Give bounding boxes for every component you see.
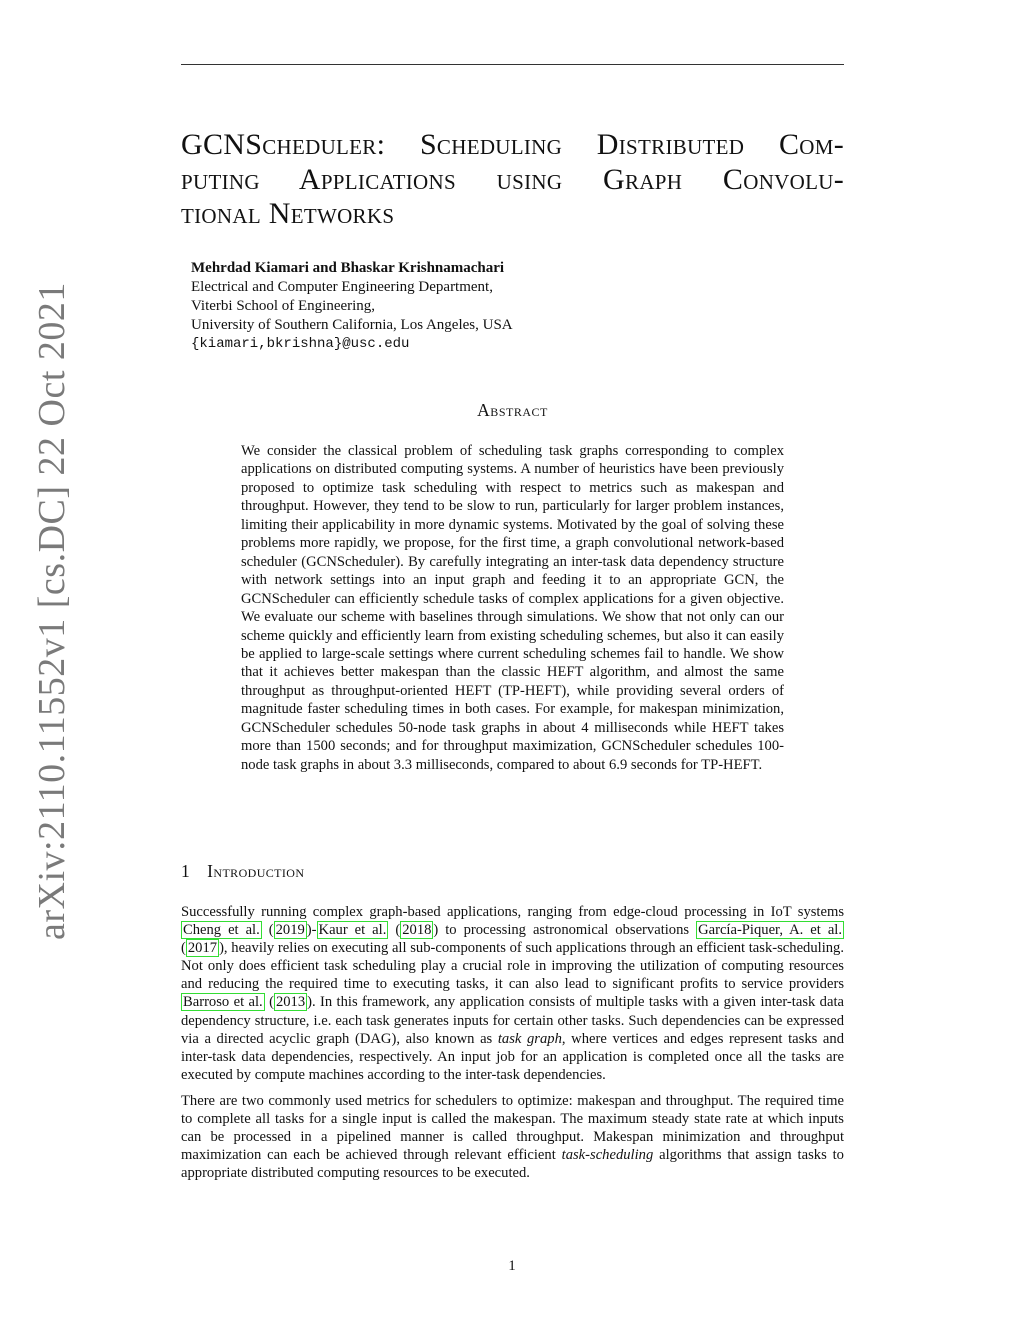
author-names: Mehrdad Kiamari and Bhaskar Krishnamachari: [191, 260, 505, 276]
affiliation-line: Electrical and Computer Engineering Department,: [191, 279, 493, 295]
citation-link[interactable]: Barroso et al.: [183, 994, 263, 1011]
section-title: Introduction: [207, 861, 305, 881]
title-line-1: GCNScheduler: Scheduling Distributed Com-: [181, 128, 844, 161]
text-run: (: [181, 940, 186, 957]
text-run: (: [261, 922, 274, 939]
citation-link[interactable]: Cheng et al.: [183, 922, 260, 939]
citation-year-link[interactable]: 2019: [275, 922, 305, 939]
citation-year-link[interactable]: 2018: [402, 922, 432, 939]
text-run: ). In this framework, any application consists of multiple tasks with a given inter-task data dependency structure, i.e. each task generates inputs for certain other tasks. Such dependencies can be expressed via a directed acyclic graph (DAG), also known as: [181, 994, 844, 1047]
abstract-heading: Abstract: [477, 400, 548, 420]
affiliation-line: Viterbi School of Engineering,: [191, 298, 376, 314]
text-run: , where vertices and edges represent tasks and inter-task data dependencies, respectively. An input job for an application is completed once all the tasks are executed by compute machines according to the inter-task dependencies.: [181, 1030, 844, 1083]
emphasis-term: task graph: [497, 1030, 562, 1047]
author-block: [191, 259, 513, 354]
paragraph: [181, 1092, 844, 1182]
section-heading: [181, 861, 304, 882]
citation-link[interactable]: Kaur et al.: [318, 922, 387, 939]
abstract-body: We consider the classical problem of scheduling task graphs corresponding to complex applications on distributed computing systems. A number of heuristics have been previously proposed to optimize task scheduling with respect to metrics such as makespan and throughput. However, they tend to be slow to run, particularly for larger problem instances, limiting their applicability in more dynamic systems. Motivated by the goal of solving these problems more rapidly, we propose, for the first time, a graph convolutional network-based scheduler (GCNScheduler). By carefully integrating an inter-task data dependency structure with network settings into an input graph and feeding it to an appropriate GCN, the GCNScheduler can efficiently schedule tasks of complex applications for a given objective. We evaluate our scheme with baselines through simulations. We show that not only can our scheme quickly and efficiently learn from existing scheduling schemes, but also it can easily be applied to large-scale settings where current scheduling schemes fail to handle. We show that it achieves better makespan than the classic HEFT algorithm, and almost the same throughput as throughput-oriented HEFT (TP-HEFT), while providing several orders of magnitude faster scheduling times in both cases. For example, for makespan minimization, GCNScheduler schedules 50-node task graphs in about 4 milliseconds while HEFT takes more than 1500 seconds; and for throughput maximization, GCNScheduler schedules 100-node task graphs in about 3.3 milliseconds, compared to about 6.9 seconds for TP-HEFT.: [241, 443, 784, 773]
text-run: ), heavily relies on executing all sub-components of such applications through an efficient task-scheduling. Not only does efficient task scheduling play a crucial role in improving the utilization of computing resources and reducing the required time to executing tasks, it can also lead to significant profits to service providers: [181, 940, 844, 993]
paragraph: [181, 903, 844, 1084]
affiliation-line: University of Southern California, Los Angeles, USA: [191, 317, 513, 333]
title-line-2: puting Applications using Graph Convolu-: [181, 162, 844, 196]
top-rule: [181, 64, 844, 65]
text-run: ) to processing astronomical observations: [433, 922, 697, 939]
arxiv-identifier-stamp: arXiv:2110.11552v1 [cs.DC] 22 Oct 2021: [31, 282, 73, 940]
text-run: (: [264, 994, 274, 1011]
citation-link[interactable]: García-Piquer, A. et al.: [698, 922, 842, 939]
author-email[interactable]: {kiamari,bkrishna}@usc.edu: [191, 336, 410, 352]
paper-title: [181, 128, 844, 232]
title-line-3: tional Networks: [181, 197, 395, 230]
text-run: Successfully running complex graph-based applications, ranging from edge-cloud processing in IoT systems: [181, 904, 844, 920]
text-run: There are two commonly used metrics for schedulers to optimize: makespan and throughput. The required time to complete all tasks for a single input is called the makespan. The maximum steady state rate at which inputs can be processed in a pipelined manner is called throughput. Makespan minimization and throughput maximization can each be achieved through relevant efficient: [181, 1092, 844, 1164]
section-number: 1: [181, 861, 191, 881]
text-run: (: [388, 922, 401, 939]
text-run: algorithms that assign tasks to appropriate distributed computing resources to be executed.: [181, 1147, 844, 1182]
citation-year-link[interactable]: 2017: [187, 940, 218, 957]
introduction-text: [181, 903, 844, 1190]
text-run: )-: [306, 922, 317, 939]
citation-year-link[interactable]: 2013: [275, 994, 306, 1011]
emphasis-term: task-scheduling: [561, 1147, 654, 1164]
page-number: 1: [508, 1258, 516, 1274]
